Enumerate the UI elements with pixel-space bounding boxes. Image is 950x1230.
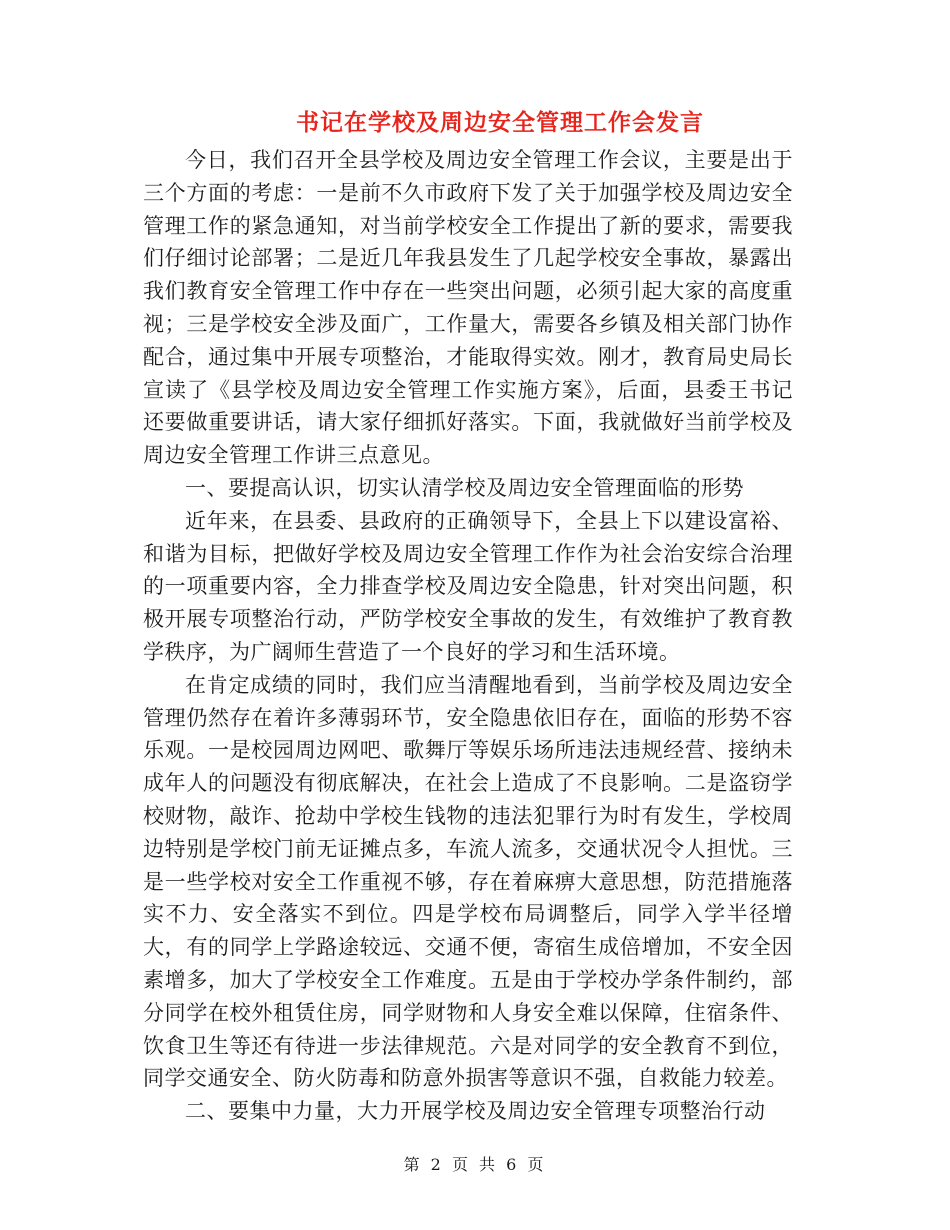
paragraph-problems: 在肯定成绩的同时，我们应当清醒地看到，当前学校及周边安全管理仍然存在着许多薄弱环节，安全隐患依旧存在，面临的形势不容乐观。一是校园周边网吧、歌舞厅等娱乐场所违法违规经营、接纳未成年人的问题没有彻底解决，在社会上造成了不良影响。二是盗窃学校财物，敲诈、抢劫中学校生钱物的违法犯罪行为时有发生，学校周边特别是学校门前无证摊点多，车流人流多，交通状况令人担忧。三是一些学校对安全工作重视不够，存在着麻痹大意思想，防范措施落实不力、安全落实不到位。四是学校布局调整后，同学入学半径增大，有的同学上学路途较远、交通不便，寄宿生成倍增加，不安全因素增多，加大了学校安全工作难度。五是由于学校办学条件制约，部分同学在校外租赁住房，同学财物和人身安全难以保障，住宿条件、饮食卫生等还有待进一步法律规范。六是对同学的安全教育不到位，同学交通安全、防火防毒和防意外损害等意识不强，自救能力较差。 bbox=[143, 672, 793, 1091]
section-heading-2: 二、要集中力量，大力开展学校及周边安全管理专项整治行动 bbox=[185, 1099, 766, 1124]
document-body bbox=[143, 144, 793, 1128]
document-title: 书记在学校及周边安全管理工作会发言 bbox=[296, 109, 704, 136]
paragraph-intro: 今日，我们召开全县学校及周边安全管理工作会议，主要是出于三个方面的考虑：一是前不久市政府下发了关于加强学校及周边安全管理工作的紧急通知，对当前学校安全工作提出了新的要求，需要我们仔细讨论部署；二是近几年我县发生了几起学校安全事故，暴露出我们教育安全管理工作中存在一些突出问题，必须引起大家的高度重视；三是学校安全涉及面广，工作量大，需要各乡镇及相关部门协作配合，通过集中开展专项整治，才能取得实效。刚才，教育局史局长宣读了《县学校及周边安全管理工作实施方案》，后面，县委王书记还要做重要讲话，请大家仔细抓好落实。下面，我就做好当前学校及周边安全管理工作讲三点意见。 bbox=[143, 148, 793, 468]
page-footer: 第 2 页 共 6 页 bbox=[403, 1155, 547, 1174]
paragraph-achievements: 近年来，在县委、县政府的正确领导下，全县上下以建设富裕、和谐为目标，把做好学校及周边安全管理工作作为社会治安综合治理的一项重要内容，全力排查学校及周边安全隐患，针对突出问题，积极开展专项整治行动，严防学校安全事故的发生，有效维护了教育教学秩序，为广阔师生营造了一个良好的学习和生活环境。 bbox=[143, 508, 793, 664]
section-heading-1: 一、要提高认识，切实认清学校及周边安全管理面临的形势 bbox=[185, 475, 744, 500]
